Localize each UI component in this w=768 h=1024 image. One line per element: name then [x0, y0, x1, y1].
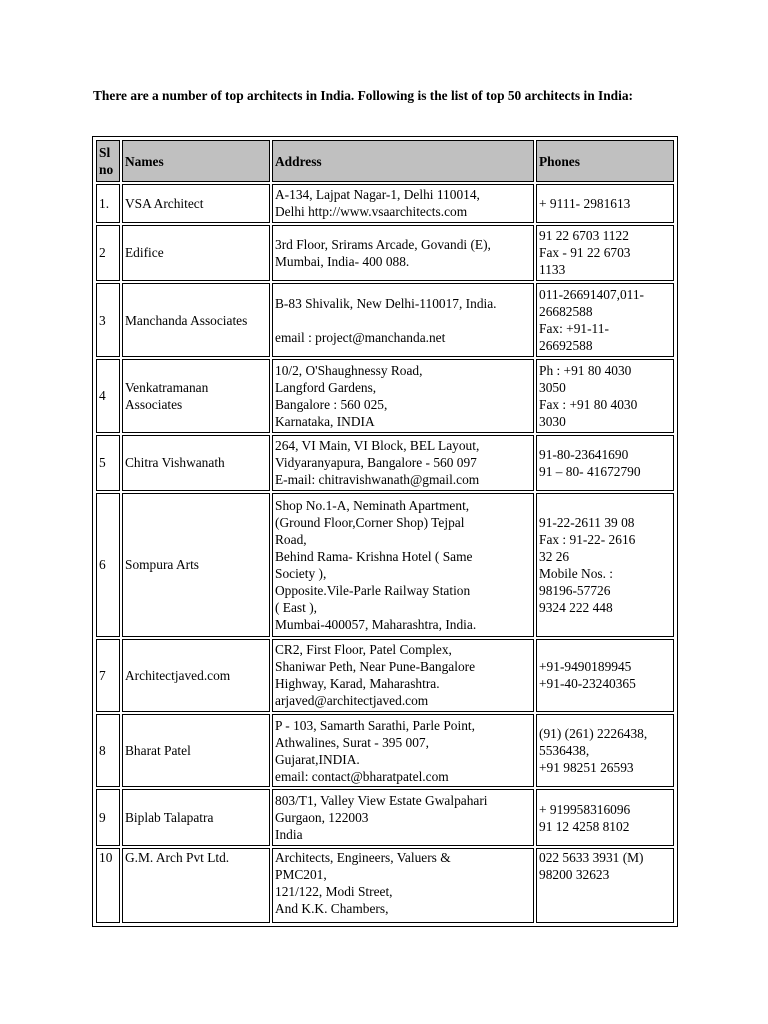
header-address: Address — [272, 140, 534, 182]
cell-address: CR2, First Floor, Patel Complex, Shaniwar Peth, Near Pune-Bangalore Highway, Karad, Maharashtra. arjaved@architectjaved.com — [272, 639, 534, 712]
cell-sl: 6 — [96, 493, 120, 637]
cell-phones: + 919958316096 91 12 4258 8102 — [536, 789, 674, 846]
header-sl-no: Sl no — [96, 140, 120, 182]
cell-phones: 91-80-23641690 91 – 80- 41672790 — [536, 435, 674, 491]
cell-name: Biplab Talapatra — [122, 789, 270, 846]
table-row — [96, 435, 674, 491]
cell-address: A-134, Lajpat Nagar-1, Delhi 110014, Delhi http://www.vsaarchitects.com — [272, 184, 534, 223]
cell-phones: (91) (261) 2226438, 5536438, +91 98251 26593 — [536, 714, 674, 787]
cell-sl: 4 — [96, 359, 120, 432]
cell-phones: 011-26691407,011- 26682588 Fax: +91-11- 26692588 — [536, 283, 674, 357]
header-names: Names — [122, 140, 270, 182]
cell-sl: 8 — [96, 714, 120, 787]
cell-phones: 91 22 6703 1122 Fax - 91 22 6703 1133 — [536, 225, 674, 281]
table-row — [96, 184, 674, 223]
architects-table-frame — [92, 136, 678, 927]
table-row — [96, 639, 674, 712]
cell-address: Architects, Engineers, Valuers & PMC201, 121/122, Modi Street, And K.K. Chambers, — [272, 848, 534, 923]
table-row — [96, 848, 674, 923]
cell-name: Sompura Arts — [122, 493, 270, 637]
cell-sl: 10 — [96, 848, 120, 923]
cell-address: 264, VI Main, VI Block, BEL Layout, Vidyaranyapura, Bangalore - 560 097 E-mail: chitravishwanath@gmail.com — [272, 435, 534, 491]
cell-name: VSA Architect — [122, 184, 270, 223]
table-row — [96, 359, 674, 432]
cell-phones: +91-9490189945 +91-40-23240365 — [536, 639, 674, 712]
table-row — [96, 714, 674, 787]
cell-sl: 5 — [96, 435, 120, 491]
cell-name: Architectjaved.com — [122, 639, 270, 712]
cell-address: P - 103, Samarth Sarathi, Parle Point, Athwalines, Surat - 395 007, Gujarat,INDIA. email: contact@bharatpatel.com — [272, 714, 534, 787]
cell-address: 10/2, O'Shaughnessy Road, Langford Gardens, Bangalore : 560 025, Karnataka, INDIA — [272, 359, 534, 432]
table-header-row — [96, 140, 674, 182]
cell-name: Bharat Patel — [122, 714, 270, 787]
table-row — [96, 789, 674, 846]
cell-sl: 1. — [96, 184, 120, 223]
cell-name: Edifice — [122, 225, 270, 281]
cell-address: 3rd Floor, Srirams Arcade, Govandi (E), Mumbai, India- 400 088. — [272, 225, 534, 281]
cell-phones: 022 5633 3931 (M) 98200 32623 — [536, 848, 674, 923]
intro-text: There are a number of top architects in India. Following is the list of top 50 architects in India: — [93, 88, 633, 103]
cell-address: Shop No.1-A, Neminath Apartment, (Ground Floor,Corner Shop) Tejpal Road, Behind Rama- Krishna Hotel ( Same Society ), Opposite.Vile-Parle Railway Station ( East ), Mumbai-400057, Maharashtra, India. — [272, 493, 534, 637]
cell-sl: 2 — [96, 225, 120, 281]
cell-name: Venkatramanan Associates — [122, 359, 270, 432]
cell-address: 803/T1, Valley View Estate Gwalpahari Gurgaon, 122003 India — [272, 789, 534, 846]
table-row — [96, 283, 674, 357]
cell-name: G.M. Arch Pvt Ltd. — [122, 848, 270, 923]
table-row — [96, 493, 674, 637]
architects-table — [94, 138, 676, 925]
header-phones: Phones — [536, 140, 674, 182]
cell-name: Chitra Vishwanath — [122, 435, 270, 491]
cell-name: Manchanda Associates — [122, 283, 270, 357]
cell-phones: 91-22-2611 39 08 Fax : 91-22- 2616 32 26 Mobile Nos. : 98196-57726 9324 222 448 — [536, 493, 674, 637]
cell-address: B-83 Shivalik, New Delhi-110017, India. email : project@manchanda.net — [272, 283, 534, 357]
cell-sl: 9 — [96, 789, 120, 846]
cell-phones: + 9111- 2981613 — [536, 184, 674, 223]
cell-sl: 3 — [96, 283, 120, 357]
cell-sl: 7 — [96, 639, 120, 712]
table-row — [96, 225, 674, 281]
cell-phones: Ph : +91 80 4030 3050 Fax : +91 80 4030 3030 — [536, 359, 674, 432]
